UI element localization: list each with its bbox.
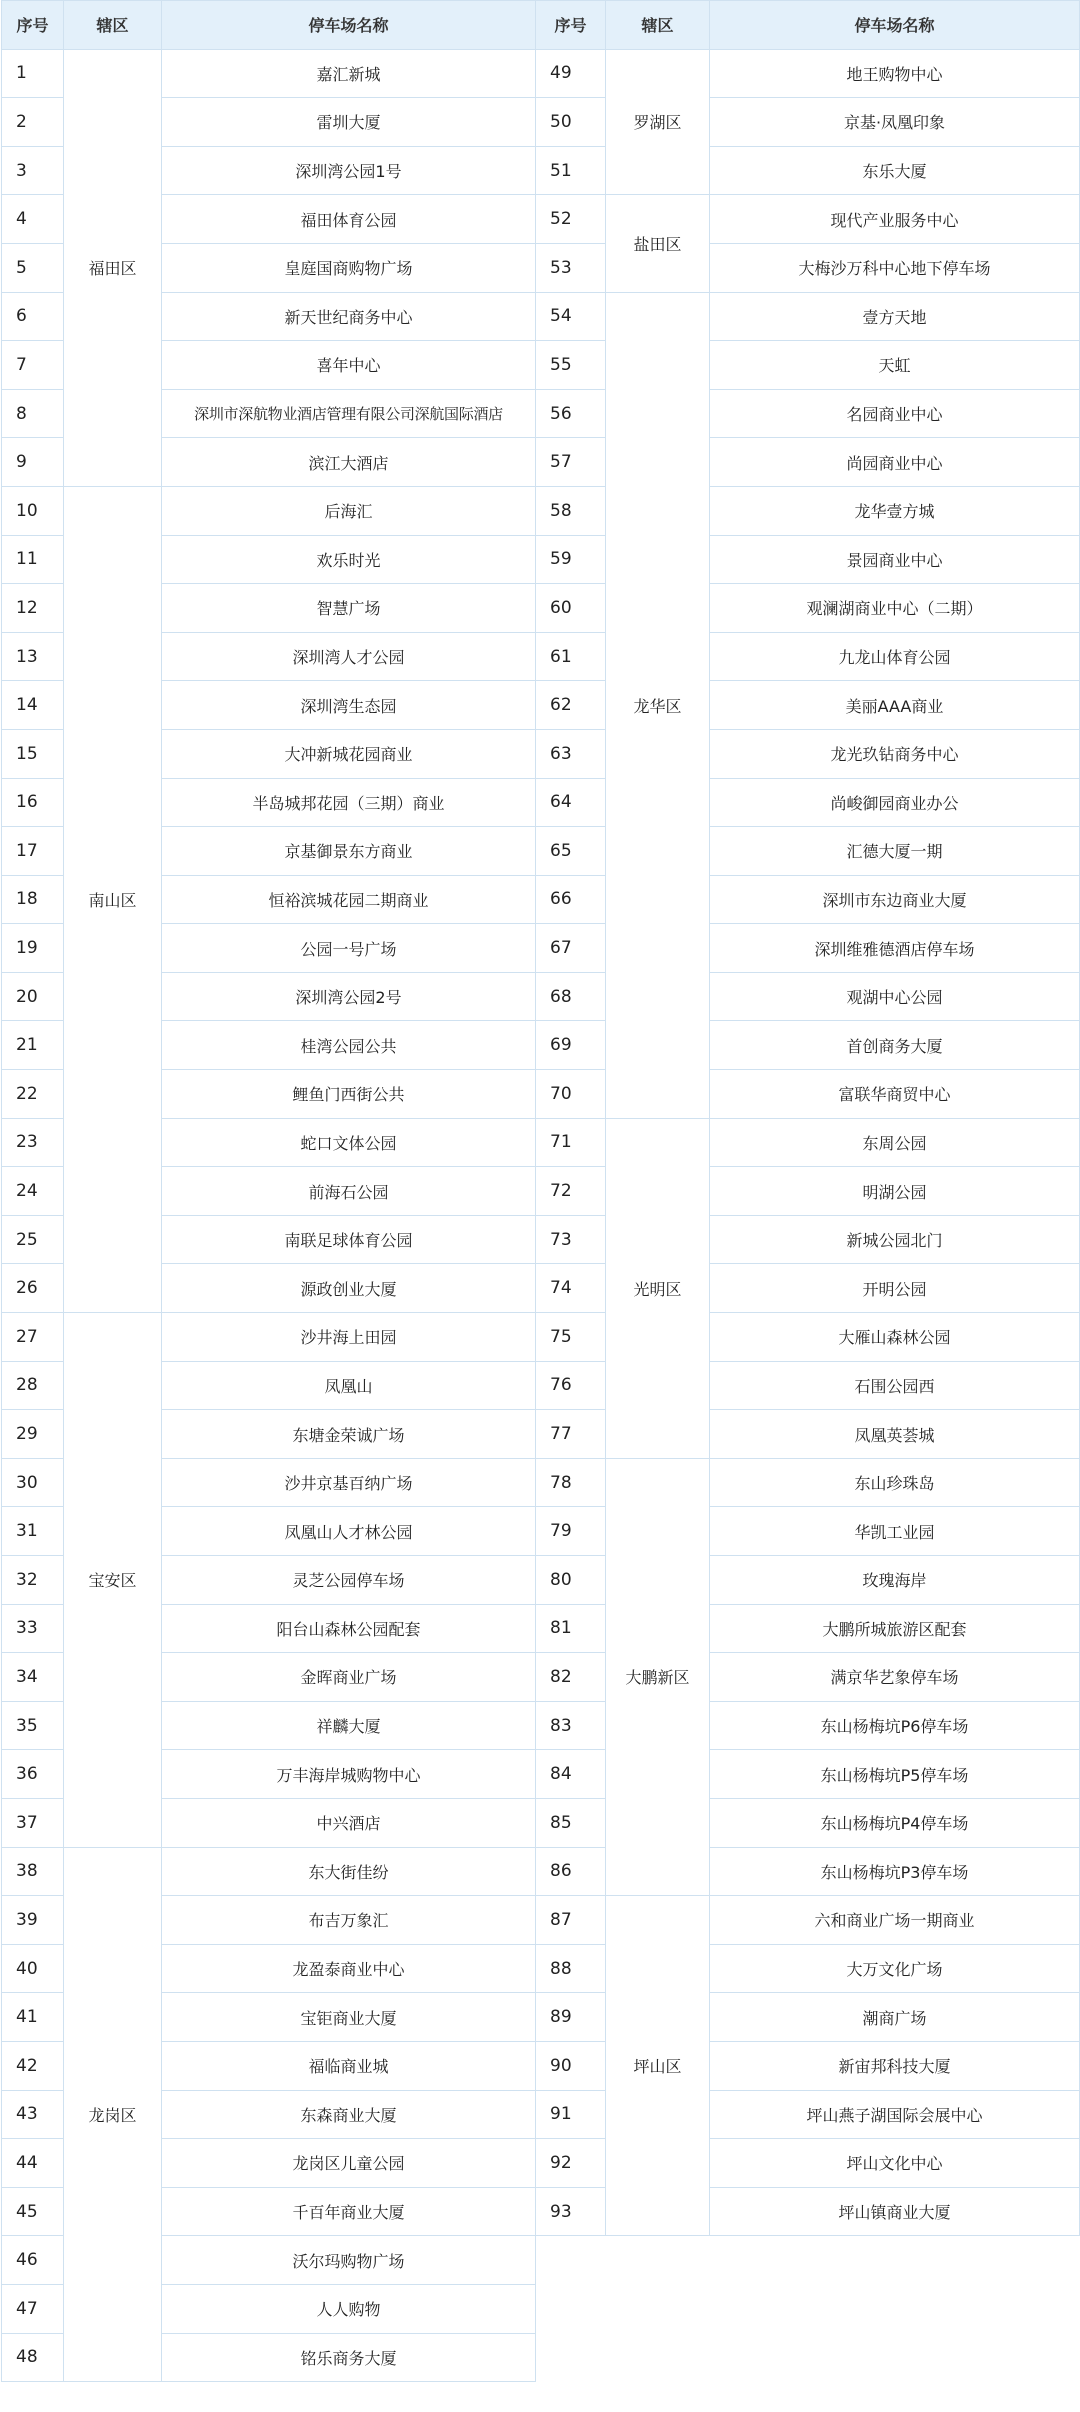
row-number: 43 [2, 2090, 64, 2139]
parking-lot-name: 宝钜商业大厦 [162, 1993, 536, 2042]
row-number: 8 [2, 389, 64, 438]
row-number: 61 [536, 632, 606, 681]
parking-lot-name: 沃尔玛购物广场 [162, 2236, 536, 2285]
row-number: 81 [536, 1604, 606, 1653]
row-number: 53 [536, 243, 606, 292]
row-number: 18 [2, 875, 64, 924]
header-district: 辖区 [64, 1, 162, 50]
row-number: 93 [536, 2187, 606, 2236]
row-number: 62 [536, 681, 606, 730]
row-number: 25 [2, 1215, 64, 1264]
parking-lot-name: 凤凰英荟城 [710, 1410, 1080, 1459]
row-number: 19 [2, 924, 64, 973]
row-number: 6 [2, 292, 64, 341]
parking-lot-name: 京基·凤凰印象 [710, 98, 1080, 147]
row-number: 87 [536, 1896, 606, 1945]
row-number: 68 [536, 972, 606, 1021]
parking-lot-name: 深圳维雅德酒店停车场 [710, 924, 1080, 973]
parking-lot-name: 坪山文化中心 [710, 2139, 1080, 2188]
row-number: 79 [536, 1507, 606, 1556]
row-number: 76 [536, 1361, 606, 1410]
row-number: 48 [2, 2333, 64, 2382]
parking-lot-name: 东山杨梅坑P5停车场 [710, 1750, 1080, 1799]
parking-lot-name: 新宙邦科技大厦 [710, 2041, 1080, 2090]
row-number: 67 [536, 924, 606, 973]
row-number: 37 [2, 1798, 64, 1847]
parking-lot-name: 六和商业广场一期商业 [710, 1896, 1080, 1945]
parking-lot-name: 金晖商业广场 [162, 1653, 536, 1702]
parking-lot-name: 大鹏所城旅游区配套 [710, 1604, 1080, 1653]
row-number: 51 [536, 146, 606, 195]
row-number: 34 [2, 1653, 64, 1702]
row-number: 31 [2, 1507, 64, 1556]
row-number: 65 [536, 827, 606, 876]
row-number: 12 [2, 584, 64, 633]
row-number: 39 [2, 1896, 64, 1945]
parking-lot-name: 开明公园 [710, 1264, 1080, 1313]
row-number: 14 [2, 681, 64, 730]
row-number: 46 [2, 2236, 64, 2285]
parking-lot-name: 前海石公园 [162, 1167, 536, 1216]
parking-lot-name: 天虹 [710, 341, 1080, 390]
row-number: 90 [536, 2041, 606, 2090]
row-number: 80 [536, 1556, 606, 1605]
row-number: 29 [2, 1410, 64, 1459]
row-number: 92 [536, 2139, 606, 2188]
parking-lot-name: 半岛城邦花园（三期）商业 [162, 778, 536, 827]
row-number: 20 [2, 972, 64, 1021]
district-cell: 龙华区 [606, 292, 710, 1118]
parking-lot-name: 龙华壹方城 [710, 486, 1080, 535]
row-number: 56 [536, 389, 606, 438]
row-number: 36 [2, 1750, 64, 1799]
row-number: 47 [2, 2284, 64, 2333]
parking-lot-name: 美丽AAA商业 [710, 681, 1080, 730]
row-number: 27 [2, 1313, 64, 1362]
district-cell: 南山区 [64, 486, 162, 1312]
parking-lot-name: 公园一号广场 [162, 924, 536, 973]
parking-lot-name: 蛇口文体公园 [162, 1118, 536, 1167]
row-number: 58 [536, 486, 606, 535]
parking-lot-name: 潮商广场 [710, 1993, 1080, 2042]
table-row [536, 195, 1080, 244]
row-number: 40 [2, 1944, 64, 1993]
parking-lot-name: 深圳湾公园1号 [162, 146, 536, 195]
header-row [536, 1, 1080, 50]
row-number: 21 [2, 1021, 64, 1070]
row-number: 60 [536, 584, 606, 633]
row-number: 73 [536, 1215, 606, 1264]
parking-lot-name: 满京华艺象停车场 [710, 1653, 1080, 1702]
district-cell: 龙岗区 [64, 1847, 162, 2382]
parking-lot-name: 东森商业大厦 [162, 2090, 536, 2139]
parking-lot-name: 大雁山森林公园 [710, 1313, 1080, 1362]
row-number: 32 [2, 1556, 64, 1605]
parking-lot-name: 深圳市深航物业酒店管理有限公司深航国际酒店 [162, 389, 536, 438]
parking-lot-name: 沙井海上田园 [162, 1313, 536, 1362]
row-number: 44 [2, 2139, 64, 2188]
row-number: 63 [536, 729, 606, 778]
parking-lot-name: 沙井京基百纳广场 [162, 1458, 536, 1507]
parking-lot-name: 智慧广场 [162, 584, 536, 633]
district-cell: 光明区 [606, 1118, 710, 1458]
parking-lot-name: 福田体育公园 [162, 195, 536, 244]
parking-lot-name: 东山杨梅坑P3停车场 [710, 1847, 1080, 1896]
table-row [536, 1458, 1080, 1507]
parking-lot-name: 东塘金荣诚广场 [162, 1410, 536, 1459]
table-row [2, 1847, 536, 1896]
row-number: 10 [2, 486, 64, 535]
parking-lot-name: 人人购物 [162, 2284, 536, 2333]
parking-lot-name: 大冲新城花园商业 [162, 729, 536, 778]
parking-lot-name: 万丰海岸城购物中心 [162, 1750, 536, 1799]
table-row [2, 49, 536, 98]
parking-lot-name: 东山杨梅坑P6停车场 [710, 1701, 1080, 1750]
table-row [536, 1896, 1080, 1945]
row-number: 38 [2, 1847, 64, 1896]
parking-lot-name: 东山杨梅坑P4停车场 [710, 1798, 1080, 1847]
row-number: 41 [2, 1993, 64, 2042]
parking-lot-name: 喜年中心 [162, 341, 536, 390]
row-number: 77 [536, 1410, 606, 1459]
table-row [536, 49, 1080, 98]
row-number: 24 [2, 1167, 64, 1216]
row-number: 42 [2, 2041, 64, 2090]
parking-lot-name: 大万文化广场 [710, 1944, 1080, 1993]
row-number: 82 [536, 1653, 606, 1702]
parking-lot-name: 新城公园北门 [710, 1215, 1080, 1264]
parking-lot-name: 凤凰山人才林公园 [162, 1507, 536, 1556]
parking-lot-name: 坪山镇商业大厦 [710, 2187, 1080, 2236]
row-number: 71 [536, 1118, 606, 1167]
parking-lot-name: 明湖公园 [710, 1167, 1080, 1216]
parking-lot-name: 欢乐时光 [162, 535, 536, 584]
row-number: 74 [536, 1264, 606, 1313]
parking-lot-name: 滨江大酒店 [162, 438, 536, 487]
row-number: 78 [536, 1458, 606, 1507]
parking-lot-name: 中兴酒店 [162, 1798, 536, 1847]
parking-lot-name: 观澜湖商业中心（二期） [710, 584, 1080, 633]
parking-lot-name: 铭乐商务大厦 [162, 2333, 536, 2382]
parking-lot-name: 富联华商贸中心 [710, 1070, 1080, 1119]
parking-lot-name: 龙盈泰商业中心 [162, 1944, 536, 1993]
parking-lot-name: 皇庭国商购物广场 [162, 243, 536, 292]
parking-lot-name: 地王购物中心 [710, 49, 1080, 98]
parking-lot-name: 深圳湾生态园 [162, 681, 536, 730]
row-number: 28 [2, 1361, 64, 1410]
table-row [536, 292, 1080, 341]
parking-lot-name: 景园商业中心 [710, 535, 1080, 584]
table-row [2, 1313, 536, 1362]
row-number: 69 [536, 1021, 606, 1070]
parking-lot-name: 名园商业中心 [710, 389, 1080, 438]
parking-lot-name: 福临商业城 [162, 2041, 536, 2090]
row-number: 59 [536, 535, 606, 584]
parking-lot-name: 嘉汇新城 [162, 49, 536, 98]
parking-lot-name: 东大街佳纷 [162, 1847, 536, 1896]
parking-lot-name: 尚园商业中心 [710, 438, 1080, 487]
row-number: 4 [2, 195, 64, 244]
parking-lot-name: 灵芝公园停车场 [162, 1556, 536, 1605]
row-number: 26 [2, 1264, 64, 1313]
row-number: 11 [2, 535, 64, 584]
district-cell: 盐田区 [606, 195, 710, 292]
parking-lot-name: 深圳湾人才公园 [162, 632, 536, 681]
parking-lot-name: 龙岗区儿童公园 [162, 2139, 536, 2188]
row-number: 16 [2, 778, 64, 827]
row-number: 17 [2, 827, 64, 876]
header-row [2, 1, 536, 50]
header-district: 辖区 [606, 1, 710, 50]
row-number: 88 [536, 1944, 606, 1993]
parking-lot-name: 九龙山体育公园 [710, 632, 1080, 681]
table-row [2, 486, 536, 535]
header-num: 序号 [536, 1, 606, 50]
row-number: 1 [2, 49, 64, 98]
row-number: 2 [2, 98, 64, 147]
row-number: 89 [536, 1993, 606, 2042]
parking-lot-name: 京基御景东方商业 [162, 827, 536, 876]
row-number: 3 [2, 146, 64, 195]
parking-lot-name: 东山珍珠岛 [710, 1458, 1080, 1507]
header-name: 停车场名称 [162, 1, 536, 50]
row-number: 55 [536, 341, 606, 390]
row-number: 9 [2, 438, 64, 487]
row-number: 50 [536, 98, 606, 147]
parking-lot-name: 汇德大厦一期 [710, 827, 1080, 876]
row-number: 30 [2, 1458, 64, 1507]
row-number: 57 [536, 438, 606, 487]
row-number: 84 [536, 1750, 606, 1799]
parking-lot-name: 尚峻御园商业办公 [710, 778, 1080, 827]
header-num: 序号 [2, 1, 64, 50]
row-number: 85 [536, 1798, 606, 1847]
row-number: 35 [2, 1701, 64, 1750]
row-number: 70 [536, 1070, 606, 1119]
parking-lot-name: 玫瑰海岸 [710, 1556, 1080, 1605]
parking-lot-name: 鲤鱼门西街公共 [162, 1070, 536, 1119]
parking-lot-name: 华凯工业园 [710, 1507, 1080, 1556]
row-number: 5 [2, 243, 64, 292]
parking-lot-name: 大梅沙万科中心地下停车场 [710, 243, 1080, 292]
right-table [535, 0, 1080, 2236]
parking-lot-name: 凤凰山 [162, 1361, 536, 1410]
parking-lot-name: 壹方天地 [710, 292, 1080, 341]
parking-lot-name: 龙光玖钻商务中心 [710, 729, 1080, 778]
parking-lot-name: 深圳市东边商业大厦 [710, 875, 1080, 924]
parking-lot-name: 恒裕滨城花园二期商业 [162, 875, 536, 924]
parking-lot-name: 东周公园 [710, 1118, 1080, 1167]
parking-lot-name: 坪山燕子湖国际会展中心 [710, 2090, 1080, 2139]
parking-lot-name: 源政创业大厦 [162, 1264, 536, 1313]
row-number: 54 [536, 292, 606, 341]
parking-lot-name: 石围公园西 [710, 1361, 1080, 1410]
district-cell: 坪山区 [606, 1896, 710, 2236]
header-name: 停车场名称 [710, 1, 1080, 50]
district-cell: 福田区 [64, 49, 162, 486]
row-number: 66 [536, 875, 606, 924]
row-number: 7 [2, 341, 64, 390]
row-number: 83 [536, 1701, 606, 1750]
row-number: 86 [536, 1847, 606, 1896]
parking-lot-name: 布吉万象汇 [162, 1896, 536, 1945]
parking-lot-name: 现代产业服务中心 [710, 195, 1080, 244]
parking-lot-name: 雷圳大厦 [162, 98, 536, 147]
row-number: 52 [536, 195, 606, 244]
left-table [1, 0, 536, 2382]
row-number: 15 [2, 729, 64, 778]
row-number: 23 [2, 1118, 64, 1167]
parking-lot-name: 新天世纪商务中心 [162, 292, 536, 341]
parking-lot-name: 千百年商业大厦 [162, 2187, 536, 2236]
parking-lot-name: 阳台山森林公园配套 [162, 1604, 536, 1653]
parking-lot-name: 南联足球体育公园 [162, 1215, 536, 1264]
parking-lot-name: 首创商务大厦 [710, 1021, 1080, 1070]
district-cell: 宝安区 [64, 1313, 162, 1848]
row-number: 72 [536, 1167, 606, 1216]
district-cell: 大鹏新区 [606, 1458, 710, 1895]
row-number: 33 [2, 1604, 64, 1653]
parking-lot-name: 后海汇 [162, 486, 536, 535]
parking-lot-name: 观湖中心公园 [710, 972, 1080, 1021]
district-cell: 罗湖区 [606, 49, 710, 195]
parking-lot-name: 桂湾公园公共 [162, 1021, 536, 1070]
parking-lot-name: 祥麟大厦 [162, 1701, 536, 1750]
row-number: 13 [2, 632, 64, 681]
row-number: 49 [536, 49, 606, 98]
row-number: 45 [2, 2187, 64, 2236]
row-number: 22 [2, 1070, 64, 1119]
row-number: 64 [536, 778, 606, 827]
row-number: 75 [536, 1313, 606, 1362]
parking-lot-name: 深圳湾公园2号 [162, 972, 536, 1021]
row-number: 91 [536, 2090, 606, 2139]
table-row [536, 1118, 1080, 1167]
parking-lot-name: 东乐大厦 [710, 146, 1080, 195]
